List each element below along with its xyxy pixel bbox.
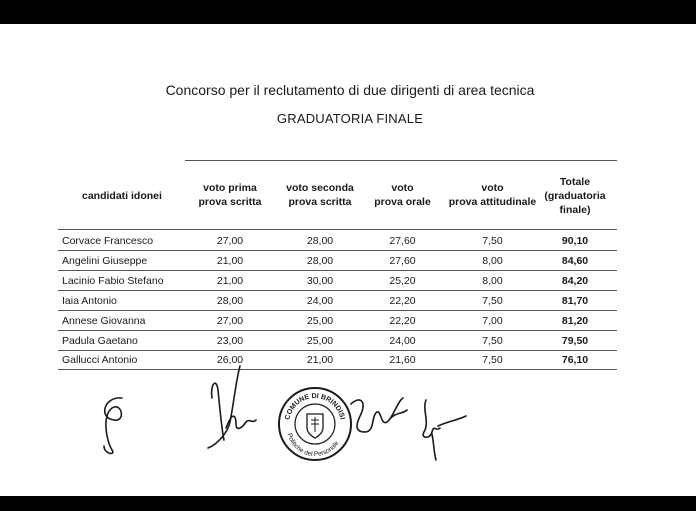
score-attitudinale: 7,50 — [482, 235, 503, 247]
header-attitudinale-line1: voto — [481, 182, 504, 194]
score-seconda: 30,00 — [306, 275, 334, 287]
candidate-name: Iaia Antonio — [62, 295, 117, 307]
row-rule — [58, 250, 617, 251]
header-candidati: candidati idonei — [82, 190, 162, 202]
scan-top-border — [0, 0, 696, 24]
header-prima-line1: voto prima — [203, 182, 257, 194]
signature-icon — [345, 392, 415, 448]
score-orale: 22,20 — [389, 295, 416, 307]
score-totale: 79,50 — [561, 335, 589, 347]
score-attitudinale: 7,50 — [482, 354, 503, 366]
row-rule — [58, 369, 617, 370]
score-totale: 90,10 — [561, 235, 589, 247]
score-attitudinale: 8,00 — [482, 275, 503, 287]
stamp-text-bottom: Politiche del Personale — [285, 432, 341, 459]
svg-text:COMUNE DI BRINDISI — [284, 393, 345, 421]
score-attitudinale: 7,50 — [482, 295, 503, 307]
candidate-name: Lacinio Fabio Stefano — [62, 275, 164, 287]
score-seconda: 25,00 — [306, 335, 334, 347]
candidate-name: Corvace Francesco — [62, 235, 154, 247]
score-seconda: 28,00 — [306, 255, 334, 267]
score-seconda: 25,00 — [306, 315, 334, 327]
header-totale-line3: finale) — [559, 204, 591, 216]
score-seconda: 21,00 — [306, 354, 334, 366]
header-orale — [360, 181, 445, 209]
row-rule — [58, 270, 617, 271]
header-bottom-rule — [58, 229, 617, 230]
header-orale-line2: prova orale — [374, 196, 431, 208]
header-top-rule — [185, 160, 617, 161]
header-prima — [190, 181, 270, 209]
stamp-text-top: COMUNE DI BRINDISI — [284, 392, 346, 421]
score-totale: 84,60 — [561, 255, 589, 267]
score-prima: 27,00 — [216, 315, 244, 327]
score-orale: 21,60 — [389, 354, 416, 366]
score-totale: 76,10 — [561, 354, 589, 366]
candidate-name: Gallucci Antonio — [62, 354, 138, 366]
score-totale: 81,20 — [561, 315, 589, 327]
candidate-name: Annese Giovanna — [62, 315, 146, 327]
score-orale: 24,00 — [389, 335, 416, 347]
row-rule — [58, 350, 617, 351]
score-prima: 23,00 — [216, 335, 244, 347]
score-seconda: 28,00 — [306, 235, 334, 247]
header-attitudinale-line2: prova attitudinale — [448, 196, 537, 208]
row-rule — [58, 330, 617, 331]
score-attitudinale: 8,00 — [482, 255, 503, 267]
row-rule — [58, 290, 617, 291]
candidate-name: Padula Gaetano — [62, 335, 138, 347]
header-attitudinale — [445, 181, 540, 209]
municipal-stamp-icon — [275, 384, 355, 464]
score-prima: 26,00 — [216, 354, 244, 366]
header-seconda-line1: voto seconda — [286, 182, 354, 194]
score-prima: 28,00 — [216, 295, 244, 307]
score-seconda: 24,00 — [306, 295, 334, 307]
header-orale-line1: voto — [391, 182, 414, 194]
candidate-name: Angelini Giuseppe — [62, 255, 148, 267]
score-prima: 21,00 — [216, 255, 244, 267]
score-attitudinale: 7,00 — [482, 315, 503, 327]
header-seconda-line2: prova scritta — [288, 196, 352, 208]
score-orale: 22,20 — [389, 315, 416, 327]
score-orale: 27,60 — [389, 235, 416, 247]
row-rule — [58, 310, 617, 311]
signature-icon — [196, 362, 268, 454]
header-seconda — [275, 181, 365, 209]
signature-icon — [412, 392, 472, 464]
score-totale: 81,70 — [561, 295, 589, 307]
header-totale-line1: Totale — [559, 176, 591, 188]
scan-bottom-border — [0, 496, 696, 511]
document-title: Concorso per il reclutamento di due dirigenti di area tecnica — [165, 82, 535, 98]
score-attitudinale: 7,50 — [482, 335, 503, 347]
header-prima-line2: prova scritta — [198, 196, 262, 208]
header-totale-line2: (graduatoria — [544, 190, 606, 202]
signature-icon — [92, 390, 142, 460]
score-orale: 27,60 — [389, 255, 416, 267]
document-subtitle: GRADUATORIA FINALE — [276, 111, 424, 126]
score-prima: 27,00 — [216, 235, 244, 247]
score-orale: 25,20 — [389, 275, 416, 287]
score-prima: 21,00 — [216, 275, 244, 287]
header-totale — [540, 175, 610, 217]
score-totale: 84,20 — [561, 275, 589, 287]
